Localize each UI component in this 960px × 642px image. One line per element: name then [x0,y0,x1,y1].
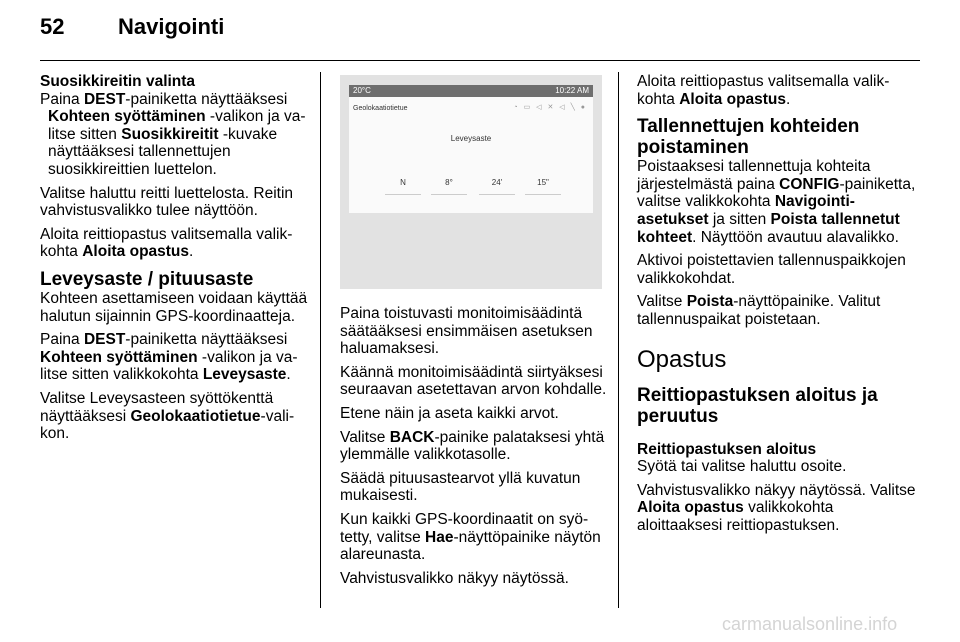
para-coord-2: Paina DEST-painiketta näyttääksesi Kohteen syöttäminen -valikon ja valitse sitten valikkokohta Leveysaste. [40,331,298,384]
screen-menu [349,97,593,213]
watermark: carmanualsonline.info [722,614,898,634]
heading-guidance: Opastus [637,345,727,373]
para-step-2: Käännä monitoimisäädintä siirtyäksesi seuraavan asetettavan arvon kohdalle. [340,363,607,399]
screen-status-bar [349,85,593,97]
screen-menu-title: Geolokaatiotietue [353,105,408,112]
para-coord-3: Valitse Leveysasteen syöttökenttä näyttääksesi Geolokaatiotietue-valikon. [40,389,295,443]
para-favs-1: Paina DEST-painiketta näyttääksesi Kohteen syöttäminen -valikon ja valitse sitten Suosikkireitit -kuvake näyttääksesi tallennettujen suosikkireittien luettelon. [40,90,306,178]
para-step-6: Kun kaikki GPS-koordinaatit on syötetty, valitse Hae-näyttöpainike näytön alareunasta. [340,510,601,564]
para-delete-3: Valitse Poista-näyttöpainike. Valitut tallennuspaikat poistetaan. [637,293,881,328]
column-1 [40,73,308,449]
para-step-7: Vahvistusvalikko näkyy näytössä. [340,569,569,587]
para-start-guidance: Aloita reittiopastus valitsemalla valikkohta Aloita opastus. [637,73,890,108]
para-step-3: Etene näin ja aseta kaikki arvot. [340,404,559,422]
para-favs-3: Aloita reittiopastus valitsemalla valikkohta Aloita opastus. [40,225,293,261]
para-guidance-1: Syötä tai valitse haluttu osoite. [637,458,847,476]
para-guidance-2: Vahvistusvalikko näkyy näytössä. Valitse Aloita opastus valikkokohta aloittaaksesi reittiopastuksen. [637,481,916,534]
para-coord-1: Kohteen asettamiseen voidaan käyttää halutun sijainnin GPS-koordinaatteja. [40,289,308,325]
page-title: Navigointi [118,14,225,39]
screen-field-heading: Leveysaste [450,134,492,143]
heading-favorite-route: Suosikkireitin valinta [40,73,196,90]
coordinate-minutes: 24' [479,174,515,195]
heading-coordinates: Leveysaste / pituusaste [40,268,254,290]
para-step-1: Paina toistuvasti monitoimisäädintä säätääksesi ensimmäisen asetuksen haluamaksesi. [340,305,593,358]
page-number: 52 [40,14,65,39]
coordinate-direction: N [385,174,421,195]
heading-start-guidance: Reittiopastuksen aloitus [637,440,817,458]
coordinate-seconds: 15" [525,174,561,195]
column-divider-1 [320,72,321,608]
column-divider-2 [618,72,619,608]
para-delete-1: Poistaaksesi tallennettuja kohteita järjestelmästä paina CONFIG-painiketta, valitse valikkokohta Navigointiasetukset ja sitten Poista tallennetut kohteet. Näyttöön avautuu alavalikko. [637,158,916,246]
heading-start-cancel: Reittiopastuksen aloitus ja peruutus [637,384,878,427]
column-3 [637,73,920,541]
screen-temperature: 20°C [353,86,371,95]
screen-clock: 10:22 AM [555,86,589,95]
status-icons: ◔ ▭ ◁ ✕ ◁ ╲ ● [513,104,587,111]
heading-delete-destinations: Tallennettujen kohteiden poistaminen [637,116,860,159]
column-2 [340,73,608,593]
para-step-4: Valitse BACK-painike palataksesi yhtä ylemmälle valikkotasolle. [340,428,605,464]
para-favs-2: Valitse haluttu reitti luettelosta. Reitin vahvistusvalikko tulee näyttöön. [40,184,294,220]
para-step-5: Säädä pituusastearvot yllä kuvatun mukaisesti. [340,469,581,505]
para-delete-2: Aktivoi poistettavien tallennuspaikkojen valikkokohdat. [637,252,906,287]
coordinate-degrees: 8° [431,174,467,195]
header-rule [40,60,920,61]
display-screenshot [340,75,602,289]
